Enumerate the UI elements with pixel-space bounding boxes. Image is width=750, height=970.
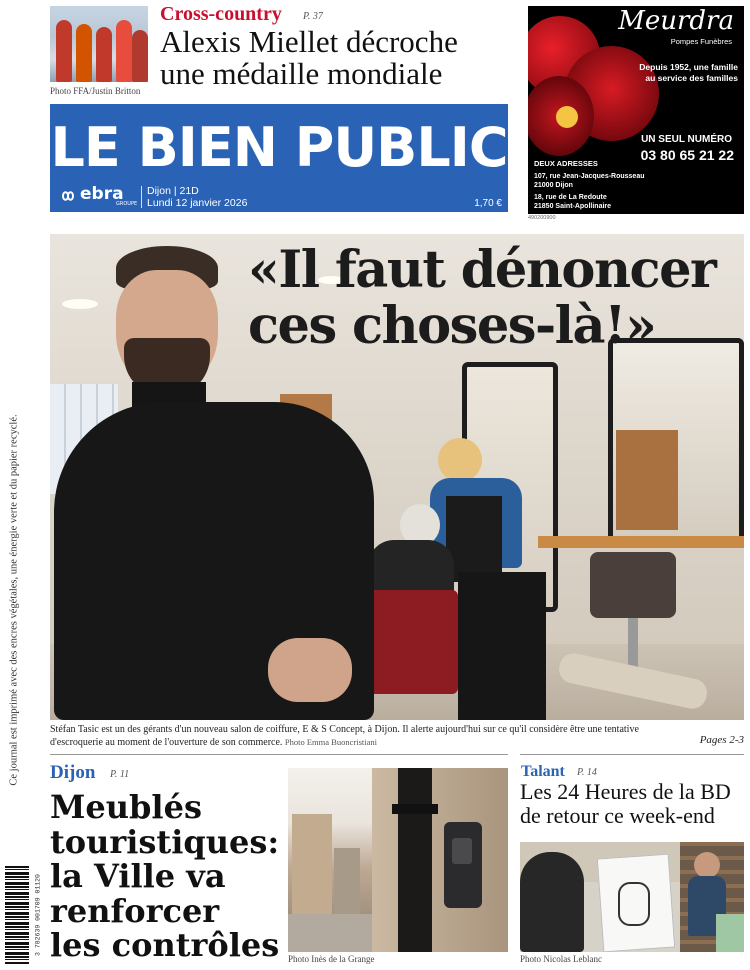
price: 1,70 € — [474, 198, 502, 209]
ad-since: Depuis 1952, une famille au service des familles — [639, 62, 738, 83]
teaser-headline[interactable]: Alexis Miellet décroche une médaille mondiale — [160, 24, 458, 91]
ebra-infinity-icon — [58, 189, 78, 203]
ad-phone-label: UN SEUL NUMÉRO — [641, 134, 732, 145]
hero-photo[interactable] — [50, 234, 744, 720]
masthead — [50, 104, 508, 212]
eco-print-note: Ce journal est imprimé avec des encres végétales, une énergie verte et du papier recyclé. — [8, 414, 20, 786]
dijon-headline[interactable]: Meublés touristiques: la Ville va renforcer les contrôles — [50, 788, 280, 964]
funeral-ad[interactable] — [528, 6, 744, 214]
masthead-title: LE BIEN PUBLIC — [50, 116, 508, 179]
ad-brand: Meurdra — [618, 6, 734, 36]
barcode-digits: 3 782639 001709 01120 — [34, 874, 42, 956]
talant-page-ref: P. 14 — [577, 767, 597, 778]
hero-headline-line1[interactable]: «Il faut dénoncer — [248, 240, 716, 300]
hero-caption: Stéfan Tasic est un des gérants d'un nouveau salon de coiffure, E & S Concept, à Dijon. Il alerte aujourd'hui sur ce qu'il considère être une tentative d'escroquerie au moment de l'ouverture de son commerce. Photo Emma Buoncristiani — [50, 724, 639, 748]
dijon-photo[interactable] — [288, 768, 508, 952]
talant-headline[interactable]: Les 24 Heures de la BD de retour ce week-end — [520, 779, 731, 828]
teaser-photo-runners[interactable] — [50, 6, 148, 82]
talant-photo[interactable] — [520, 842, 744, 952]
ad-ref: 490200900 — [528, 215, 556, 221]
ad-phone[interactable]: 03 80 65 21 22 — [640, 147, 734, 163]
section-divider-left — [50, 754, 508, 755]
ad-address-2: 18, rue de La Redoute 21850 Saint-Apollinaire — [534, 194, 612, 210]
hero-headline-line2[interactable]: ces choses-là!» — [248, 296, 656, 356]
teaser-page-ref: P. 37 — [303, 11, 323, 22]
ebra-logo: ebra GROUPE — [58, 186, 138, 206]
talant-kicker: Talant — [521, 763, 565, 780]
talant-photo-credit: Photo Nicolas Leblanc — [520, 954, 602, 964]
dijon-kicker: Dijon — [50, 762, 96, 783]
ad-address-1: 107, rue Jean-Jacques-Rousseau 21000 Dijon — [534, 173, 645, 189]
teaser-photo-credit: Photo FFA/Justin Britton — [50, 86, 141, 96]
section-divider-right — [520, 754, 744, 755]
ad-subtitle: Pompes Funèbres — [670, 37, 732, 46]
ad-addresses-label: DEUX ADRESSES — [534, 159, 598, 168]
hero-pages-ref: Pages 2-3 — [699, 734, 744, 746]
hero-photo-credit: Photo Emma Buoncristiani — [284, 737, 377, 747]
dijon-photo-credit: Photo Inès de la Grange — [288, 954, 375, 964]
teaser-kicker: Cross-country — [160, 3, 282, 25]
edition-date: Dijon | 21D Lundi 12 janvier 2026 — [147, 185, 248, 209]
barcode — [5, 866, 29, 964]
dijon-page-ref: P. 11 — [110, 769, 130, 780]
